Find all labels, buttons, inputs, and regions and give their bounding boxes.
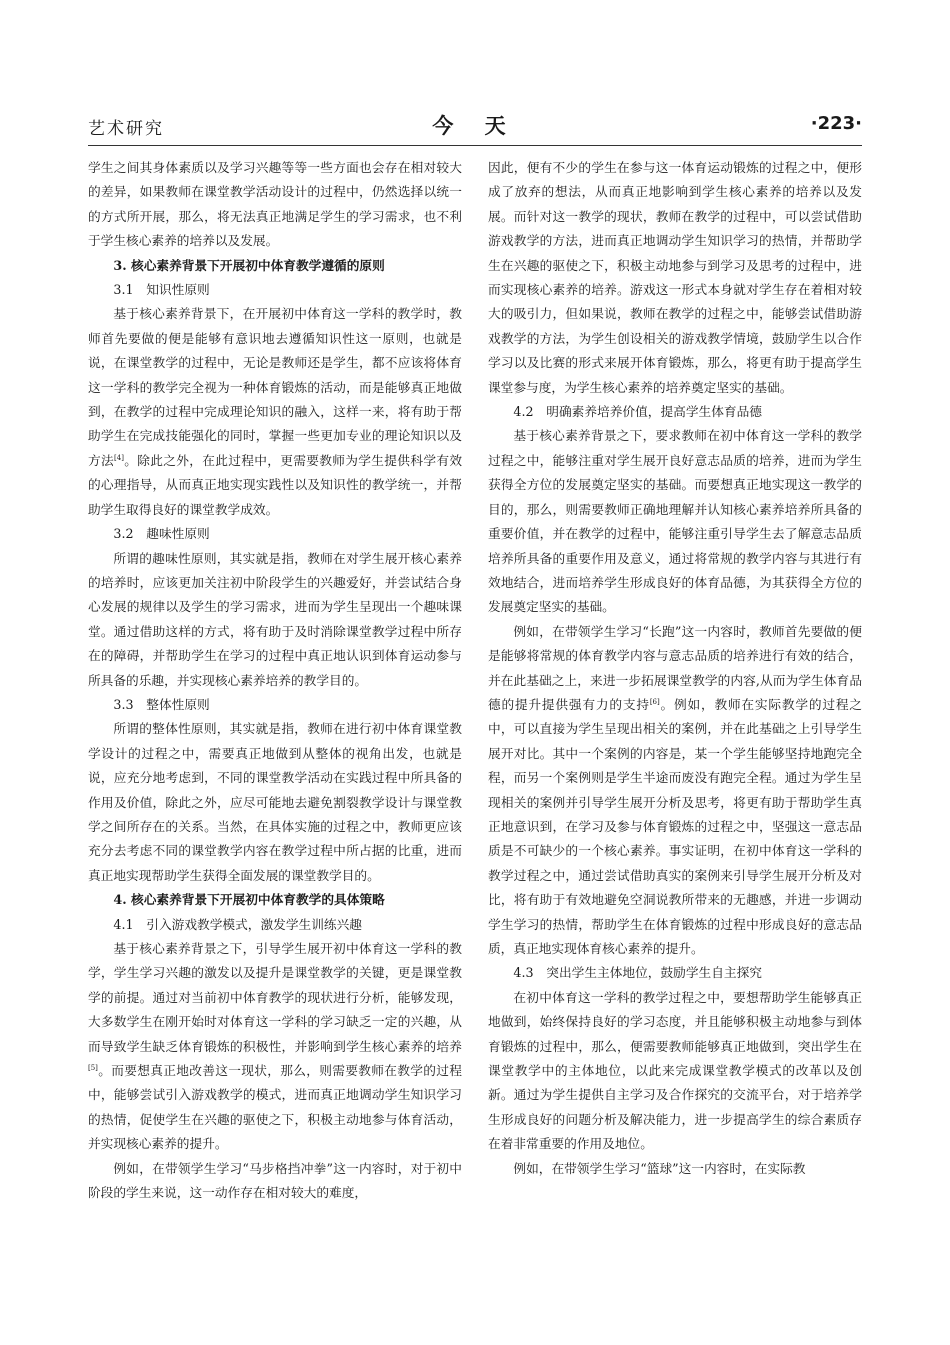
paragraph-text: 。例如，教师在实际教学的过程之中，可以直接为学生呈现出相关的案例，并在此基础之上引导学生展开对比。其中一个案例的内容是，某一个学生能够坚持地跑完全程，而另一个案例则是学生半途而废没有跑完全程。通过为学生呈现相关的案例并引导学生展开分析及思考，将更有助于帮助学生真正地意识到，在学习及参与体育锻炼的过程之中，坚强这一意志品质是不可缺少的一个核心素养。事实证明，在初中体育这一学科的教学过程之中，通过尝试借助真实的案例来引导学生展开分析及对比，将有助于有效地避免空洞说教所带来的无趣感，并进一步调动学生学习的热情，帮助学生在体育锻炼的过程中形成良好的意志品质，真正地实现体育核心素养的提升。 [488,696,862,956]
subsection-heading-3-1: 3.1 知识性原则 [113,282,210,298]
journal-title: 今 天 [432,113,518,138]
paragraph: 所谓的趣味性原则，其实就是指，教师在对学生展开核心素养的培养时，应该更加关注初中阶段学生的兴趣爱好，并尝试结合身心发展的规律以及学生的学习需求，进而为学生呈现出一个趣味课堂。通过借助这样的方式，将有助于及时消除课堂教学过程中所存在的障碍，并帮助学生在学习的过程中真正地认识到体育运动参与所具备的乐趣，并实现核心素养培养的教学目的。 [88,550,462,688]
paragraph: 所谓的整体性原则，其实就是指，教师在进行初中体育课堂教学设计的过程之中，需要真正地做到从整体的视角出发，也就是说，应充分地考虑到，不同的课堂教学活动在实践过程中所具备的作用及价值，除此之外，应尽可能地去避免割裂教学设计与课堂教学之间所存在的关系。当然，在具体实施的过程之中，教师更应该充分去考虑不同的课堂教学内容在教学过程中所占据的比重，进而真正地实现帮助学生获得全面发展的课堂教学目的。 [88,721,462,883]
right-column [488,156,862,1181]
paragraph [88,302,462,522]
section-heading-3: 3. 核心素养背景下开展初中体育教学遵循的原则 [113,257,385,273]
left-column [88,156,462,1205]
section-heading-4: 4. 核心素养背景下开展初中体育教学的具体策略 [113,892,385,908]
citation-ref: [5] [88,1063,98,1072]
subsection-heading-4-1: 4.1 引入游戏教学模式，激发学生训练兴趣 [113,916,362,932]
paragraph-text: 例如，在带领学生学习“长跑”这一内容时，教师首先要做的便是能够将常规的体育教学内容与意志品质的培养进行有效的结合，并在此基础之上，来进一步拓展课堂教学的内容,从而为学生体育品德的提升提供强有力的支持 [488,623,862,712]
subsection-heading-4-3: 4.3 突出学生主体地位，鼓励学生自主探究 [513,965,762,981]
paragraph: 因此，便有不少的学生在参与这一体育运动锻炼的过程之中，便形成了放弃的想法，从而真正地影响到学生核心素养的培养以及发展。而针对这一教学的现状，教师在教学的过程中，可以尝试借助游戏教学的方法，进而真正地调动学生知识学习的热情，并帮助学生在兴趣的驱使之下，积极主动地参与到学习及思考的过程中，进而实现核心素养的培养。游戏这一形式本身就对学生存在着相对较大的吸引力，但如果说，教师在教学的过程之中，能够尝试借助游戏教学的方法，为学生创设相关的游戏教学情境，鼓励学生以合作学习以及比赛的形式来展开体育锻炼，那么，将更有助于提高学生课堂参与度，为学生核心素养的培养奠定坚实的基础。 [488,160,862,395]
paragraph-text: 基于核心素养背景下，在开展初中体育这一学科的教学时，教师首先要做的便是能够有意识地去遵循知识性这一原则，也就是说，在课堂教学的过程中，无论是教师还是学生，都不应该将体育这一学科的教学完全视为一种体育锻炼的活动，而是能够真正地做到，在教学的过程中完成理论知识的融入，这样一来，将有助于帮助学生在完成技能强化的同时，掌握一些更加专业的理论知识以及方法 [88,306,462,468]
paragraph-text: 基于核心素养背景之下，引导学生展开初中体育这一学科的教学，学生学习兴趣的激发以及提升是课堂教学的关键，更是课堂教学的前提。通过对当前初中体育教学的现状进行分析，能够发现，大多数学生在刚开始时对体育这一学科的学习缺乏一定的兴趣，从而导致学生缺乏体育锻炼的积极性，并影响到学生核心素养的培养 [88,941,462,1054]
paragraph-text: 。而要想真正地改善这一现状，那么，则需要教师在教学的过程中，能够尝试引入游戏教学的模式，进而真正地调动学生知识学习的热情，促使学生在兴趣的驱使之下，积极主动地参与体育活动，并实现核心素养的提升。 [88,1063,462,1152]
page-header [88,110,862,142]
page-number: ·223· [810,113,862,134]
paragraph: 例如，在带领学生学习“篮球”这一内容时，在实际教 [513,1160,806,1176]
paragraph: 例如，在带领学生学习“马步格挡冲拳”这一内容时，对于初中阶段的学生来说，这一动作存在相对较大的难度， [88,1160,462,1201]
citation-ref: [6] [649,697,660,706]
paragraph: 基于核心素养背景之下，要求教师在初中体育这一学科的教学过程之中，能够注重对学生展开良好意志品质的培养，进而为学生获得全方位的发展奠定坚实的基础。而要想真正地实现这一教学的目的，那么，则需要教师正确地理解并认知核心素养培养所具备的重要价值，并在教学的过程中，能够注重引导学生去了解意志品质培养所具备的重要作用及意义，通过将常规的教学内容与其进行有效地结合，进而培养学生形成良好的体育品德，为其获得全方位的发展奠定坚实的基础。 [488,428,862,615]
paragraph [488,620,862,962]
paragraph [88,937,462,1157]
citation-ref: [4] [114,453,124,462]
header-rule [88,145,862,146]
subsection-heading-4-2: 4.2 明确素养培养价值，提高学生体育品德 [513,404,762,420]
section-name: 艺术研究 [88,119,164,139]
paragraph-text: 。除此之外，在此过程中，更需要教师为学生提供科学有效的心理指导，从而真正地实现实践性以及知识性的教学统一，并帮助学生取得良好的课堂教学成效。 [88,452,463,517]
paragraph: 学生之间其身体素质以及学习兴趣等等一些方面也会存在相对较大的差异，如果教师在课堂教学活动设计的过程中，仍然选择以统一的方式所开展，那么，将无法真正地满足学生的学习需求，也不利于学生核心素养的培养以及发展。 [88,160,462,249]
paragraph: 在初中体育这一学科的教学过程之中，要想帮助学生能够真正地做到，始终保持良好的学习态度，并且能够积极主动地参与到体育锻炼的过程中，那么，便需要教师能够真正地做到，突出学生在课堂教学中的主体地位，以此来完成课堂教学模式的改革以及创新。通过为学生提供自主学习及合作探究的交流平台，对于培养学生形成良好的问题分析及解决能力，进一步提高学生的综合素质存在着非常重要的作用及地位。 [488,989,862,1152]
subsection-heading-3-2: 3.2 趣味性原则 [113,526,210,542]
subsection-heading-3-3: 3.3 整体性原则 [113,696,210,712]
